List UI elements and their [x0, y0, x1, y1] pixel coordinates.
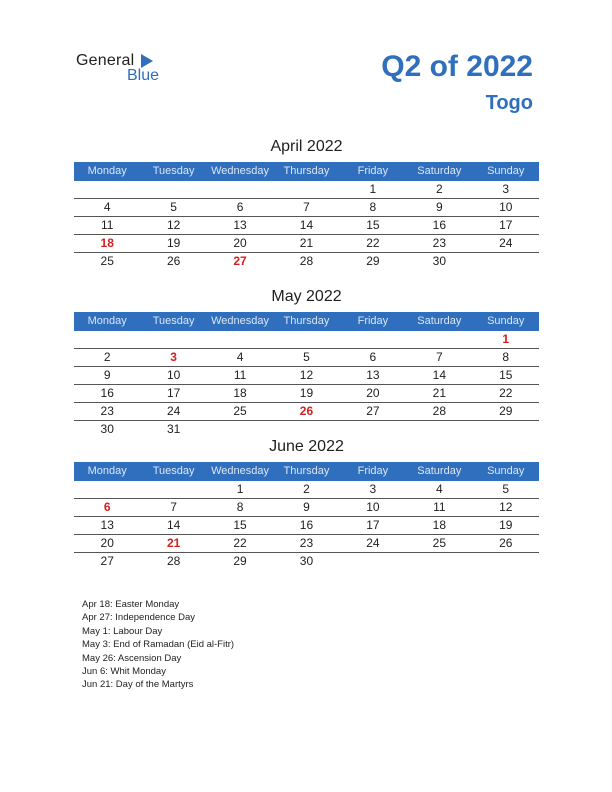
day-cell: 17	[499, 218, 513, 232]
day-cell: 21	[299, 236, 314, 250]
day-cell: 19	[166, 236, 181, 250]
page-title: Q2 of 2022	[381, 50, 533, 83]
day-cell: 5	[170, 200, 177, 214]
day-cell	[406, 421, 472, 438]
day-cell	[273, 331, 339, 348]
holiday-list	[82, 598, 234, 692]
weekday-label: Tuesday	[152, 165, 195, 177]
week-row	[74, 421, 539, 438]
day-cell: 18	[432, 518, 446, 532]
day-cell: 15	[366, 218, 380, 232]
day-cell: 28	[299, 254, 314, 268]
day-cell	[140, 481, 206, 498]
weekday-label: Wednesday	[211, 465, 269, 477]
weekday-label: Thursday	[283, 165, 330, 177]
day-cell	[273, 181, 339, 198]
holiday-item: May 26: Ascension Day	[82, 652, 182, 664]
day-cell: 21	[432, 386, 446, 400]
day-cell: 9	[103, 368, 111, 382]
month-title: April 2022	[270, 138, 343, 155]
day-cell: 16	[432, 218, 446, 232]
day-cell: 30	[432, 254, 446, 268]
weekday-label: Sunday	[487, 465, 525, 477]
holiday-item: Jun 21: Day of the Martyrs	[82, 679, 194, 691]
day-cell: 10	[499, 200, 513, 214]
day-cell: 24	[366, 536, 380, 550]
day-cell: 5	[303, 350, 310, 364]
day-cell: 23	[299, 536, 314, 550]
day-cell: 28	[166, 554, 181, 568]
holiday-item: Apr 27: Independence Day	[82, 612, 196, 624]
day-cell: 14	[166, 518, 181, 532]
flag-icon	[141, 54, 153, 68]
day-cell	[340, 553, 406, 570]
weekday-label: Friday	[357, 165, 389, 177]
day-cell: 6	[236, 200, 244, 214]
week-row	[74, 217, 539, 235]
day-cell: 5	[502, 482, 510, 496]
day-cell: 27	[100, 554, 114, 568]
day-cell: 20	[100, 536, 114, 550]
day-cell: 2	[435, 182, 443, 196]
week-row	[74, 553, 539, 570]
day-cell	[140, 181, 206, 198]
day-cell: 22	[499, 386, 513, 400]
week-row	[74, 499, 539, 517]
day-cell	[273, 421, 339, 438]
month-title: May 2022	[271, 288, 342, 305]
day-cell: 3	[170, 350, 177, 364]
day-cell: 12	[166, 218, 181, 232]
day-cell: 26	[499, 536, 513, 550]
weekday-label: Saturday	[417, 165, 462, 177]
day-cell: 26	[166, 254, 181, 268]
day-cell: 25	[100, 254, 114, 268]
day-cell: 19	[299, 386, 314, 400]
day-cell	[473, 253, 539, 270]
week-row	[74, 199, 539, 217]
weekday-label: Wednesday	[211, 315, 269, 327]
day-cell: 10	[366, 500, 380, 514]
day-cell: 7	[303, 200, 310, 214]
day-cell: 18	[233, 386, 247, 400]
week-row	[74, 517, 539, 535]
day-cell: 15	[233, 518, 247, 532]
day-cell: 19	[499, 518, 513, 532]
day-cell	[473, 553, 539, 570]
day-cell: 6	[103, 500, 111, 514]
weekday-label: Monday	[87, 315, 127, 327]
day-cell: 25	[233, 404, 247, 418]
day-cell: 7	[170, 500, 177, 514]
day-cell: 22	[366, 236, 380, 250]
day-cell: 23	[432, 236, 446, 250]
country-name: Togo	[485, 92, 533, 114]
day-cell: 2	[303, 482, 310, 496]
week-row	[74, 181, 539, 199]
day-cell: 15	[499, 368, 513, 382]
calendar-month-june	[74, 437, 539, 570]
day-cell: 13	[233, 218, 247, 232]
day-cell: 26	[299, 404, 314, 418]
day-cell: 14	[299, 218, 314, 232]
weekday-label: Saturday	[417, 315, 462, 327]
day-cell: 14	[432, 368, 446, 382]
day-cell: 2	[103, 350, 111, 364]
day-cell	[340, 421, 406, 438]
weekday-label: Thursday	[283, 315, 330, 327]
day-cell: 28	[432, 404, 446, 418]
day-cell: 9	[303, 500, 310, 514]
weekday-header	[74, 162, 539, 181]
day-cell: 6	[369, 350, 377, 364]
week-row	[74, 367, 539, 385]
holiday-item: Apr 18: Easter Monday	[82, 599, 180, 610]
weekday-label: Thursday	[283, 465, 330, 477]
day-cell: 29	[499, 404, 513, 418]
day-cell: 17	[366, 518, 380, 532]
day-cell: 8	[236, 500, 244, 514]
day-cell: 17	[166, 386, 181, 400]
day-cell: 16	[299, 518, 314, 532]
day-cell	[340, 331, 406, 348]
weekday-label: Saturday	[417, 465, 462, 477]
day-cell: 22	[233, 536, 247, 550]
holiday-item: May 1: Labour Day	[82, 625, 163, 637]
day-cell: 20	[366, 386, 380, 400]
day-cell: 16	[100, 386, 114, 400]
weekday-header	[74, 462, 539, 481]
week-row	[74, 385, 539, 403]
day-cell: 11	[233, 368, 247, 382]
week-row	[74, 331, 539, 349]
day-cell: 31	[166, 422, 181, 436]
day-cell: 29	[366, 254, 380, 268]
week-row	[74, 403, 539, 421]
day-cell	[406, 553, 472, 570]
weekday-label: Monday	[87, 465, 127, 477]
day-cell: 4	[236, 350, 244, 364]
weekday-label: Sunday	[487, 315, 525, 327]
day-cell: 11	[433, 500, 446, 514]
day-cell	[207, 181, 273, 198]
holiday-item: May 3: End of Ramadan (Eid al-Fitr)	[82, 639, 235, 651]
day-cell: 1	[369, 182, 377, 196]
weekday-label: Tuesday	[152, 465, 195, 477]
day-cell: 30	[299, 554, 314, 568]
week-row	[74, 235, 539, 253]
logo	[76, 52, 176, 88]
day-cell: 1	[236, 482, 244, 496]
calendar-month-april	[74, 137, 539, 270]
day-cell: 4	[435, 482, 443, 496]
weekday-label: Sunday	[487, 165, 525, 177]
week-row	[74, 535, 539, 553]
day-cell	[74, 331, 140, 348]
calendar-month-may	[74, 287, 539, 438]
day-cell: 25	[432, 536, 446, 550]
day-cell	[207, 331, 273, 348]
day-cell: 7	[435, 350, 443, 364]
weekday-label: Wednesday	[211, 165, 269, 177]
day-cell: 9	[435, 200, 443, 214]
day-cell: 29	[233, 554, 247, 568]
day-cell	[140, 331, 206, 348]
week-row	[74, 253, 539, 270]
day-cell	[473, 421, 539, 438]
day-cell: 10	[166, 368, 181, 382]
day-cell: 23	[100, 404, 114, 418]
day-cell: 11	[100, 218, 114, 232]
week-row	[74, 349, 539, 367]
day-cell: 3	[369, 482, 377, 496]
logo-general-text: General	[76, 52, 135, 69]
day-cell: 27	[233, 254, 247, 268]
day-cell: 30	[100, 422, 114, 436]
holiday-item: Jun 6: Whit Monday	[82, 666, 166, 678]
day-cell: 27	[366, 404, 380, 418]
day-cell	[406, 331, 472, 348]
day-cell: 12	[499, 500, 513, 514]
day-cell: 24	[499, 236, 513, 250]
day-cell: 21	[166, 536, 181, 550]
day-cell: 8	[369, 200, 377, 214]
weekday-label: Friday	[357, 465, 389, 477]
day-cell: 1	[502, 332, 510, 346]
weekday-label: Tuesday	[152, 315, 195, 327]
month-title: June 2022	[269, 438, 344, 455]
day-cell: 12	[299, 368, 314, 382]
day-cell: 20	[233, 236, 247, 250]
day-cell: 13	[100, 518, 114, 532]
logo-blue-text: Blue	[127, 67, 160, 84]
day-cell	[207, 421, 273, 438]
weekday-label: Friday	[357, 315, 389, 327]
day-cell: 3	[502, 182, 510, 196]
day-cell: 24	[166, 404, 181, 418]
day-cell: 18	[100, 236, 114, 250]
day-cell: 8	[502, 350, 510, 364]
day-cell	[74, 181, 140, 198]
day-cell: 13	[366, 368, 380, 382]
weekday-header	[74, 312, 539, 331]
weekday-label: Monday	[87, 165, 127, 177]
week-row	[74, 481, 539, 499]
day-cell: 4	[103, 200, 111, 214]
day-cell	[74, 481, 140, 498]
